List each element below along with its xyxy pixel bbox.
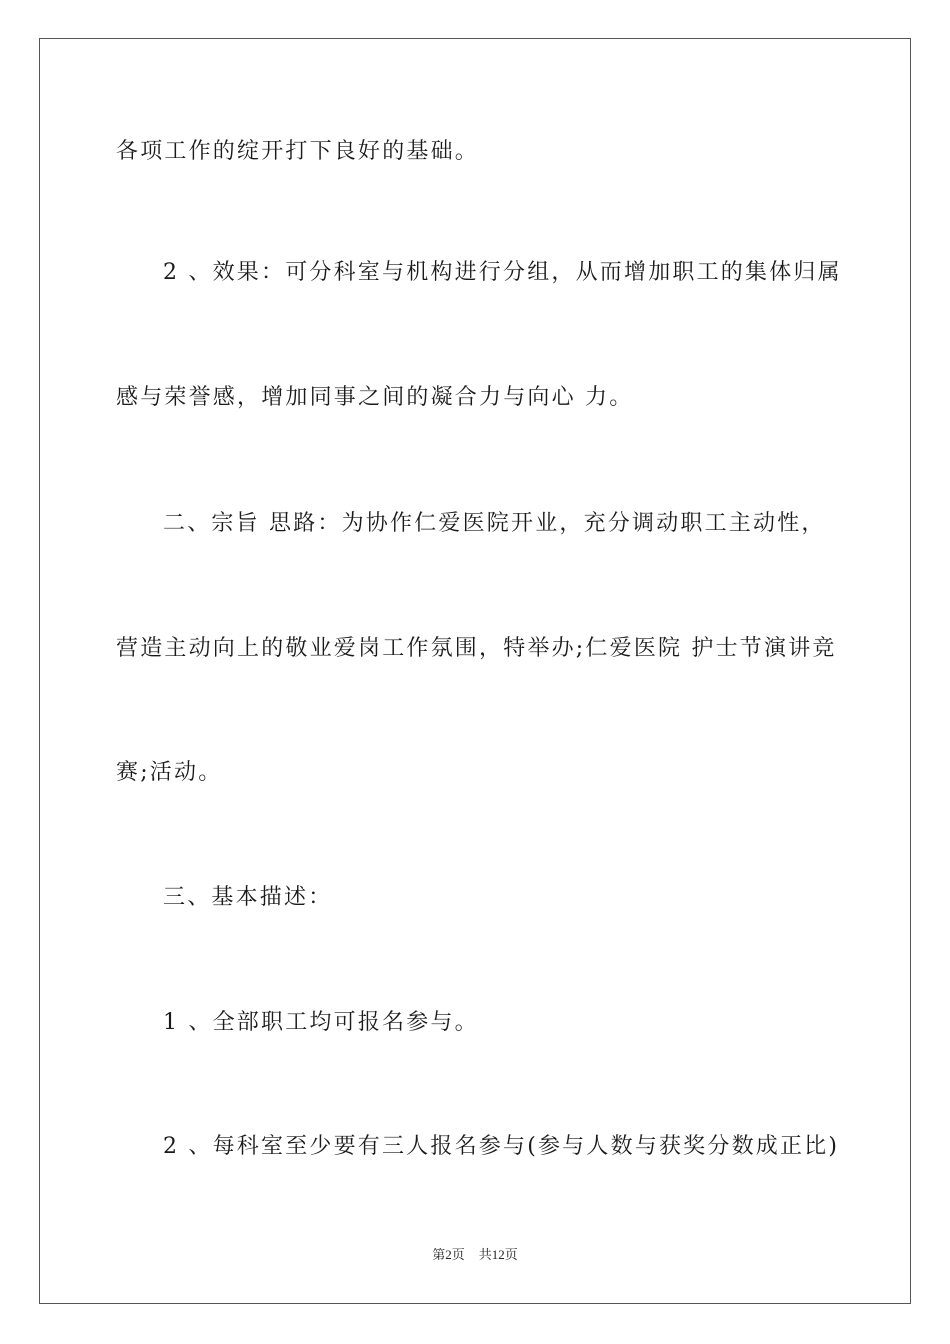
text-line-6: 赛;活动。 xyxy=(116,760,223,785)
page-border xyxy=(39,38,911,1304)
page-total: 共12页 xyxy=(478,1247,518,1262)
text-line-5: 营造主动向上的敬业爱岗工作氛围，特举办;仁爱医院 护士节演讲竞 xyxy=(116,636,837,661)
text-line-9: 2 、每科室至少要有三人报名参与(参与人数与获奖分数成正比) xyxy=(163,1134,840,1159)
text-line-1: 各项工作的绽开打下良好的基础。 xyxy=(116,139,480,164)
text-line-7: 三、基本描述： xyxy=(163,885,333,910)
text-line-8: 1 、全部职工均可报名参与。 xyxy=(163,1010,479,1035)
page-footer xyxy=(0,1246,950,1264)
text-line-2: 2 、效果：可分科室与机构进行分组，从而增加职工的集体归属 xyxy=(163,260,842,285)
text-line-3: 感与荣誉感，增加同事之间的凝合力与向心 力。 xyxy=(116,385,634,410)
page-number: 第2页 xyxy=(432,1247,465,1262)
text-line-4: 二、宗旨 思路：为协作仁爱医院开业，充分调动职工主动性， xyxy=(163,511,826,536)
